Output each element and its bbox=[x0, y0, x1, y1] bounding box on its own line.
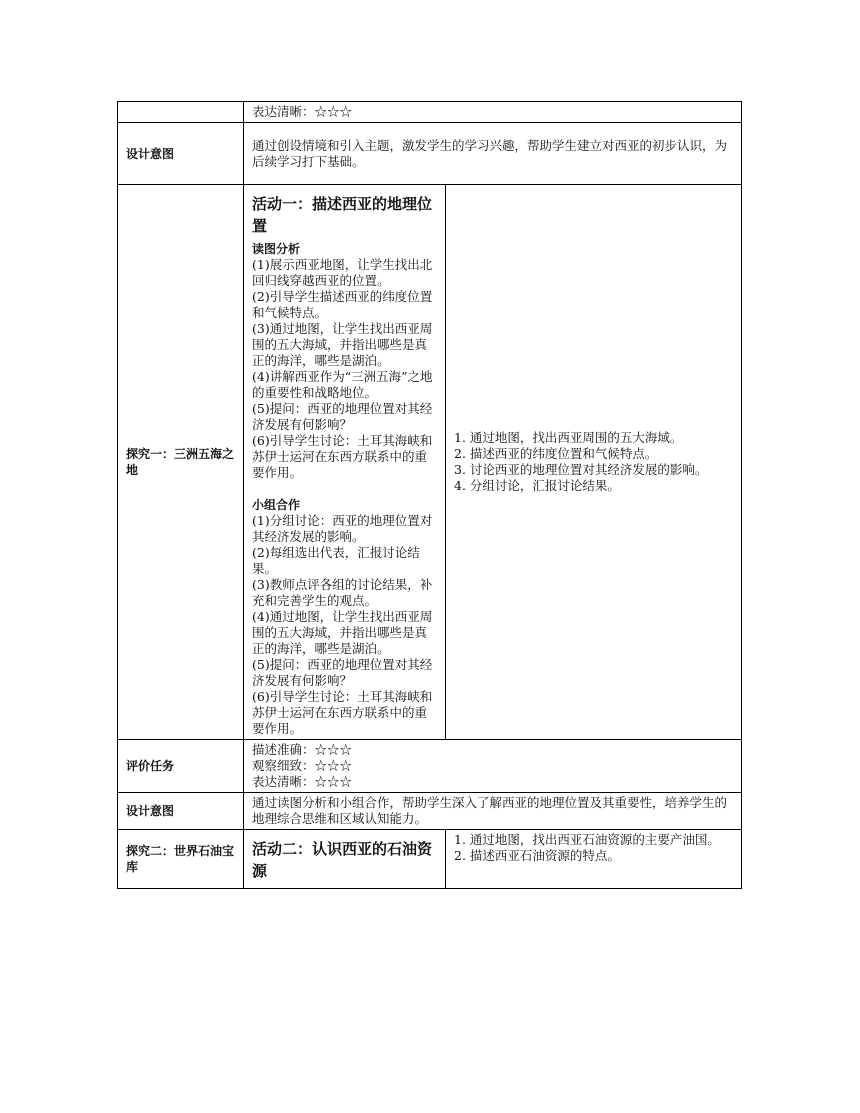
lesson-plan-document bbox=[117, 101, 742, 889]
section2-item: (4)通过地图，让学生找出西亚周围的五大海域，并指出哪些是真正的海洋，哪些是湖泊。 bbox=[252, 609, 433, 656]
student-item: 4. 分组讨论，汇报讨论结果。 bbox=[454, 478, 620, 493]
section1-item: (4)讲解西亚作为“三洲五海”之地的重要性和战略地位。 bbox=[252, 369, 433, 400]
evaluation-task-label: 评价任务 bbox=[118, 740, 244, 793]
section2-item: (3)教师点评各组的讨论结果，补充和完善学生的观点。 bbox=[252, 577, 433, 608]
empty-label-cell bbox=[118, 102, 244, 123]
top-clarity-text: 表达清晰：☆☆☆ bbox=[244, 102, 742, 123]
read-map-analysis-heading: 读图分析 bbox=[252, 242, 301, 256]
student-item: 3. 讨论西亚的地理位置对其经济发展的影响。 bbox=[454, 462, 708, 477]
section2-item: (2)每组选出代表，汇报讨论结果。 bbox=[252, 545, 420, 576]
row-explore-2 bbox=[118, 830, 742, 889]
explore1-label: 探究一：三洲五海之地 bbox=[118, 185, 244, 740]
student-item: 1. 通过地图，找出西亚石油资源的主要产油国。 bbox=[454, 832, 720, 847]
activity1-title: 活动一：描述西亚的地理位置 bbox=[252, 195, 433, 235]
design-intent-text: 通过创设情境和引入主题，激发学生的学习兴趣，帮助学生建立对西亚的初步认识，为后续学习打下基础。 bbox=[244, 123, 742, 185]
section2-item: (5)提问：西亚的地理位置对其经济发展有何影响？ bbox=[252, 657, 433, 688]
evaluation-item: 表达清晰：☆☆☆ bbox=[252, 774, 353, 789]
section2-item: (1)分组讨论：西亚的地理位置对其经济发展的影响。 bbox=[252, 513, 433, 544]
section1-item: (5)提问：西亚的地理位置对其经济发展有何影响？ bbox=[252, 401, 433, 432]
evaluation-task-items bbox=[244, 740, 742, 793]
evaluation-item: 观察细致：☆☆☆ bbox=[252, 758, 353, 773]
row-top-evaluation bbox=[118, 102, 742, 123]
activity2-title: 活动二：认识西亚的石油资源 bbox=[252, 840, 433, 880]
section1-item: (6)引导学生讨论：土耳其海峡和苏伊士运河在东西方联系中的重要作用。 bbox=[252, 433, 433, 480]
section1-item: (2)引导学生描述西亚的纬度位置和气候特点。 bbox=[252, 289, 433, 320]
section1-item: (1)展示西亚地图，让学生找出北回归线穿越西亚的位置。 bbox=[252, 257, 433, 288]
design-intent-label: 设计意图 bbox=[118, 123, 244, 185]
student-item: 2. 描述西亚的纬度位置和气候特点。 bbox=[454, 446, 658, 461]
explore1-teacher-activity bbox=[244, 185, 446, 740]
lesson-plan-table bbox=[117, 101, 742, 889]
explore2-teacher-activity bbox=[244, 830, 446, 889]
section1-item: (3)通过地图，让学生找出西亚周围的五大海域，并指出哪些是真正的海洋，哪些是湖泊。 bbox=[252, 321, 433, 368]
group-cooperation-heading: 小组合作 bbox=[252, 498, 301, 512]
row-explore-1 bbox=[118, 185, 742, 740]
row-design-intent-2 bbox=[118, 793, 742, 830]
row-evaluation-task bbox=[118, 740, 742, 793]
evaluation-item: 描述准确：☆☆☆ bbox=[252, 742, 353, 757]
section2-item: (6)引导学生讨论：土耳其海峡和苏伊士运河在东西方联系中的重要作用。 bbox=[252, 689, 433, 736]
explore2-student-activity bbox=[446, 830, 742, 889]
student-item: 2. 描述西亚石油资源的特点。 bbox=[454, 848, 620, 863]
design-intent-text: 通过读图分析和小组合作，帮助学生深入了解西亚的地理位置及其重要性，培养学生的地理综合思维和区域认知能力。 bbox=[244, 793, 742, 830]
explore2-label: 探究二：世界石油宝库 bbox=[118, 830, 244, 889]
explore1-student-activity bbox=[446, 185, 742, 740]
design-intent-label: 设计意图 bbox=[118, 793, 244, 830]
row-design-intent-1 bbox=[118, 123, 742, 185]
student-item: 1. 通过地图，找出西亚周围的五大海域。 bbox=[454, 430, 683, 445]
